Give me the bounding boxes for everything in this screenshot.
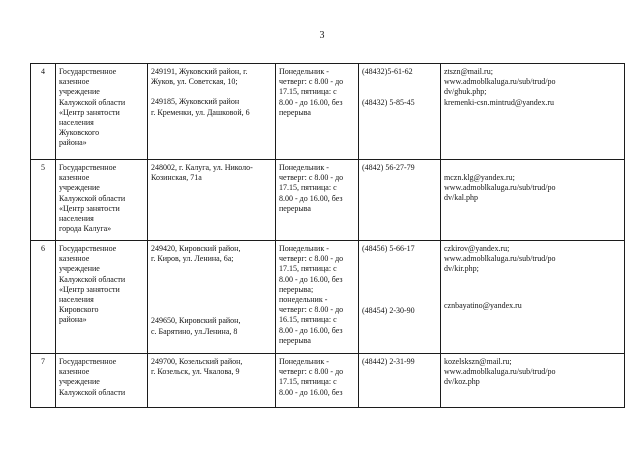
address-cell: 249420, Кировский район, г. Киров, ул. Ленина, 6а; 249650, Кировский район, с. Барятино, ул.Ленина, 8 [148, 241, 276, 354]
working-hours-cell: Понедельник - четверг: с 8.00 - до 17.15, пятница: с 8.00 - до 16.00, без перерыва [276, 160, 359, 241]
institutions-table [30, 63, 625, 408]
address-cell: 248002, г. Калуга, ул. Николо- Козинская, 71а [148, 160, 276, 241]
working-hours-cell: Понедельник - четверг: с 8.00 - до 17.15, пятница: с 8.00 - до 16.00, без [276, 354, 359, 408]
phone-cell: (48432)5-61-62 (48432) 5-85-45 [359, 64, 441, 160]
institution-name-cell: Государственное казенное учреждение Калужской области «Центр занятости населения Жуковского района» [56, 64, 148, 160]
row-number: 5 [31, 160, 56, 241]
working-hours-cell: Понедельник - четверг: с 8.00 - до 17.15, пятница: с 8.00 - до 16.00, без перерыва [276, 64, 359, 160]
contacts-cell: kozelskszn@mail.ru; www.admoblkaluga.ru/sub/trud/po dv/koz.php [441, 354, 625, 408]
phone-cell: (48456) 5-66-17 (48454) 2-30-90 [359, 241, 441, 354]
row-number: 4 [31, 64, 56, 160]
page-number: 3 [319, 30, 325, 41]
table-row [31, 64, 625, 160]
address-cell: 249700, Козельский район, г. Козельск, ул. Чкалова, 9 [148, 354, 276, 408]
table-row [31, 160, 625, 241]
table-row [31, 241, 625, 354]
institution-name-cell: Государственное казенное учреждение Калужской области [56, 354, 148, 408]
institution-name-cell: Государственное казенное учреждение Калужской области «Центр занятости населения города Калуга» [56, 160, 148, 241]
working-hours-cell: Понедельник - четверг: с 8.00 - до 17.15, пятница: с 8.00 - до 16.00, без перерыва; понедельник - четверг: с 8.00 - до 16.15, пятница: с 8.00 - до 16.00, без перерыва [276, 241, 359, 354]
contacts-cell: czkirov@yandex.ru; www.admoblkaluga.ru/sub/trud/po dv/kir.php; cznbayatino@yandex.ru [441, 241, 625, 354]
row-number: 7 [31, 354, 56, 408]
institution-name-cell: Государственное казенное учреждение Калужской области «Центр занятости населения Кировского района» [56, 241, 148, 354]
phone-cell: (48442) 2-31-99 [359, 354, 441, 408]
contacts-cell: mczn.klg@yandex.ru; www.admoblkaluga.ru/sub/trud/po dv/kal.php [441, 160, 625, 241]
phone-cell: (4842) 56-27-79 [359, 160, 441, 241]
address-cell: 249191, Жуковский район, г. Жуков, ул. Советская, 10; 249185, Жуковский район г. Кременки, ул. Дашковой, 6 [148, 64, 276, 160]
row-number: 6 [31, 241, 56, 354]
contacts-cell: ztszn@mail.ru; www.admoblkaluga.ru/sub/trud/po dv/ghuk.php; kremenki-csn.mintrud@yandex.ru [441, 64, 625, 160]
table-row [31, 354, 625, 408]
